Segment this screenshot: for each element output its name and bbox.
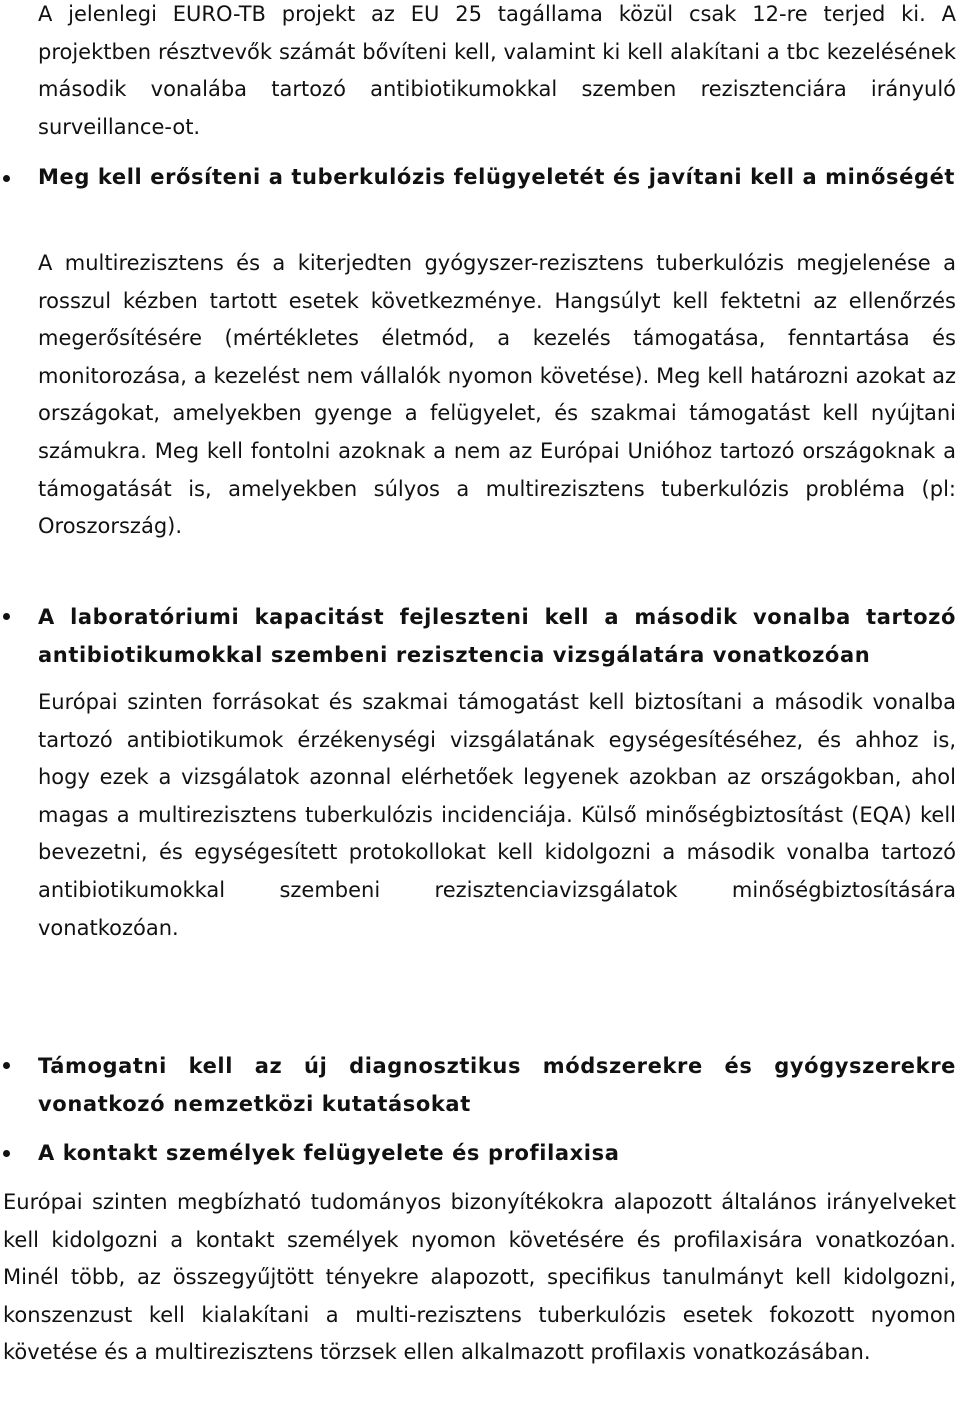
- section-heading: Támogatni kell az új diagnosztikus módszerekre és gyógyszerekre vonatkozó nemzetközi kutatásokat: [38, 1054, 956, 1116]
- section-body: A multirezisztens és a kiterjedten gyógyszer-rezisztens tuberkulózis megjelenése a rosszul kézben tartott esetek következménye. Hangsúlyt kell fektetni az ellenőrzés megerősítésére (mértékletes életmód, a kezelés támogatása, fenntartása és monitorozása, a kezelést nem vállalók nyomon követése). Meg kell határozni azokat az országokat, amelyekben gyenge a felügyelet, és szakmai támogatást kell nyújtani számukra. Meg kell fontolni azoknak a nem az Európai Unióhoz tartozó országoknak a támogatását is, amelyekben súlyos a multirezisztens tuberkulózis probléma (pl: Oroszország).: [38, 251, 956, 539]
- bullet-icon: [3, 1062, 10, 1069]
- intro-paragraph: A jelenlegi EURO-TB projekt az EU 25 tagállama közül csak 12-re terjed ki. A projektben résztvevők számát bővíteni kell, valamint ki kell alakítani a tbc kezelésének második vonalába tartozó antibiotikumokkal szemben rezisztenciára irányuló surveillance-ot.: [38, 2, 956, 139]
- bullet-icon: [3, 1150, 10, 1157]
- section-heading: Meg kell erősíteni a tuberkulózis felügyeletét és javítani kell a minőségét: [38, 165, 956, 189]
- bullet-icon: [3, 175, 10, 182]
- section-body: Európai szinten megbízható tudományos bizonyítékokra alapozott általános irányelveket kell kidolgozni a kontakt személyek nyomon követésére és profilaxisára vonatkozóan. Minél több, az összegyűjtött tényekre alapozott, specifikus tanulmányt kell kidolgozni, konszenzust kell kialakítani a multi-rezisztens tuberkulózis esetek fokozott nyomon követése és a multirezisztens törzsek ellen alkalmazott profilaxis vonatkozásában.: [3, 1190, 956, 1365]
- bullet-icon: [3, 613, 10, 620]
- section-heading: A laboratóriumi kapacitást fejleszteni kell a második vonalba tartozó antibiotikumokkal szembeni rezisztencia vizsgálatára vonatkozóan: [38, 605, 956, 667]
- section-heading: A kontakt személyek felügyelete és profilaxisa: [38, 1141, 620, 1165]
- section-body: Európai szinten forrásokat és szakmai támogatást kell biztosítani a második vonalba tartozó antibiotikumok érzékenységi vizsgálatának egységesítéséhez, és ahhoz is, hogy ezek a vizsgálatok azonnal elérhetőek legyenek azokban az országokban, ahol magas a multirezisztens tuberkulózis incidenciája. Külső minőségbiztosítást (EQA) kell bevezetni, és egységesített protokollokat kell kidolgozni a második vonalba tartozó antibiotikumokkal szembeni rezisztenciavizsgálatok minőségbiztosítására vonatkozóan.: [38, 690, 956, 940]
